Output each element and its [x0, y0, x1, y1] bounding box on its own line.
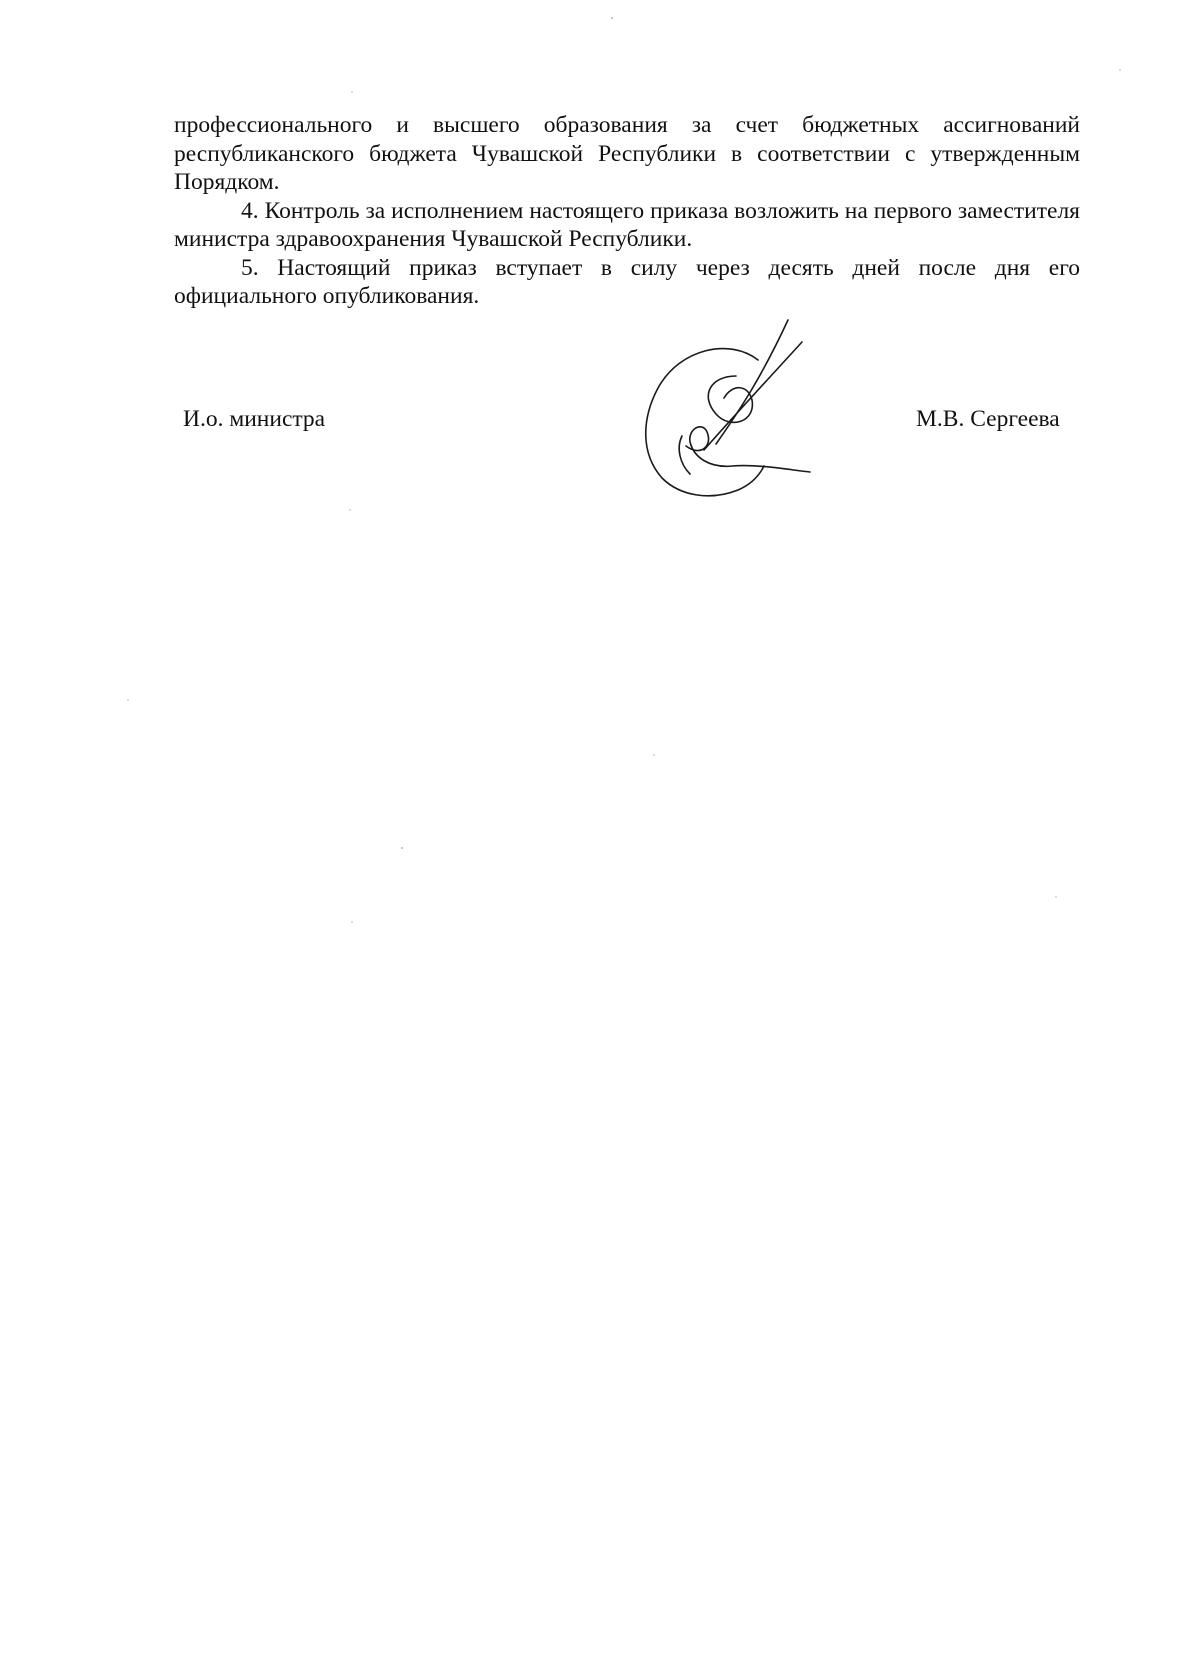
paragraph-5: 5. Настоящий приказ вступает в силу через десять дней после дня его официального опубликования.	[174, 254, 1080, 309]
signer-name: М.В. Сергеева	[916, 406, 1060, 432]
body-text	[174, 111, 1080, 311]
paragraph-4: 4. Контроль за исполнением настоящего приказа возложить на первого заместителя министра здравоохранения Чувашской Республики.	[174, 197, 1080, 252]
handwritten-signature	[640, 318, 830, 508]
signer-title: И.о. министра	[183, 406, 326, 432]
paragraph-1: профессионального и высшего образования за счет бюджетных ассигнований республиканского бюджета Чувашской Республики в соответствии с утвержденным Порядком.	[174, 112, 1080, 195]
